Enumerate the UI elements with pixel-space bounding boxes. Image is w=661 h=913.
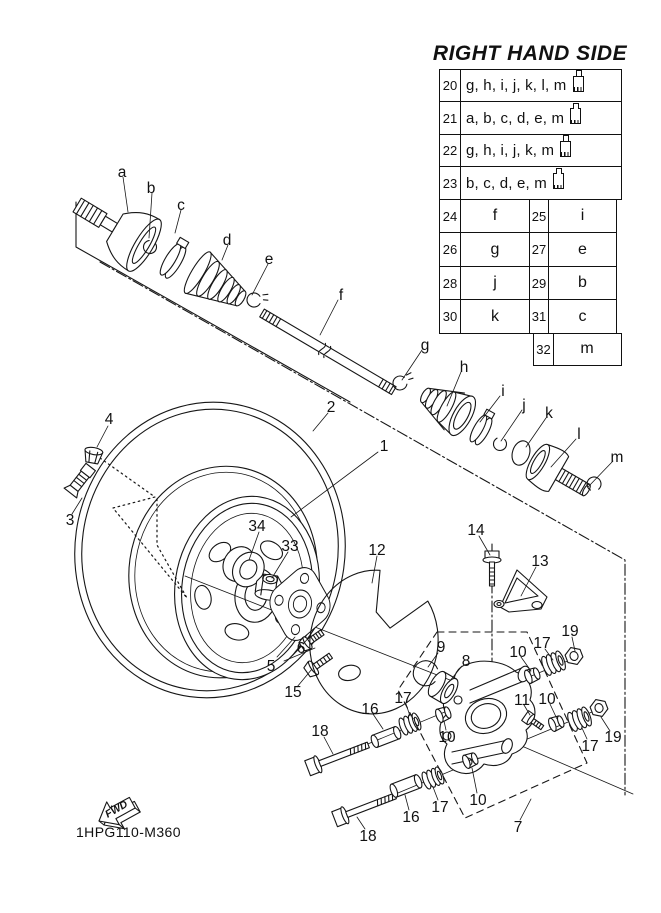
row-letter: k (460, 299, 530, 334)
callout-l: l (577, 426, 581, 443)
part-17-collar (566, 706, 594, 733)
callout-18: 18 (311, 723, 329, 740)
callout-a: a (117, 164, 127, 181)
callout-g: g (420, 337, 430, 354)
callout-8: 8 (461, 653, 471, 670)
row-number: 21 (439, 101, 462, 135)
callout-19: 19 (561, 623, 579, 640)
callout-13: 13 (531, 553, 549, 570)
part-16-sleeve (370, 726, 403, 749)
part-l-inner-cv-joint (521, 439, 600, 510)
callout-e: e (264, 251, 274, 268)
row-number: 26 (439, 232, 462, 267)
drawing-code: 1HPG110-M360 (76, 824, 181, 840)
callout-4: 4 (104, 411, 114, 428)
callout-17: 17 (431, 799, 449, 816)
row-letter: m (553, 333, 622, 366)
part-e-boot-clamp-small (244, 286, 270, 312)
callout-16: 16 (402, 809, 420, 826)
part-4-wheel-nut (83, 446, 103, 464)
grease-tube-icon (553, 173, 564, 189)
callout-33: 33 (281, 538, 299, 555)
row-letters: g, h, i, j, k, m (460, 134, 622, 168)
callout-2: 2 (326, 399, 336, 416)
callout-15: 15 (284, 684, 302, 701)
row-number: 28 (439, 266, 462, 301)
callout-3: 3 (65, 512, 75, 529)
callout-k: k (545, 405, 553, 422)
callout-m: m (610, 449, 624, 466)
row-number: 20 (439, 69, 462, 103)
callout-10: 10 (469, 792, 487, 809)
part-j-ring (491, 435, 509, 453)
callout-1: 1 (379, 438, 389, 455)
part-c-boot-clamp (157, 236, 192, 280)
part-18-pivot-bolt (304, 737, 371, 777)
callout-10: 10 (509, 644, 527, 661)
part-13-bracket (494, 570, 547, 612)
table-row (440, 134, 623, 168)
grease-tube-icon (573, 76, 584, 92)
callout-34: 34 (248, 518, 266, 535)
part-19-nut (588, 697, 609, 720)
callout-9: 9 (436, 639, 446, 656)
row-letter: c (548, 299, 617, 334)
callout-10: 10 (538, 691, 556, 708)
row-number: 31 (529, 299, 550, 334)
page-title: RIGHT HAND SIDE (432, 42, 628, 65)
callout-17: 17 (394, 690, 412, 707)
row-letter: i (548, 199, 617, 234)
table-row (440, 333, 623, 366)
row-letters: b, c, d, e, m (460, 166, 622, 200)
part-h-inner-cv-boot (412, 374, 481, 439)
row-letter: f (460, 199, 530, 234)
row-number: 29 (529, 266, 550, 301)
callout-i: i (501, 383, 505, 400)
callout-10: 10 (438, 729, 456, 746)
table-row (440, 232, 623, 267)
callout-j: j (522, 397, 526, 414)
table-row (440, 299, 623, 334)
callout-f: f (338, 287, 344, 304)
part-14-bolt (483, 551, 501, 586)
row-number: 30 (439, 299, 462, 334)
callout-11: 11 (513, 692, 531, 709)
table-row (440, 199, 623, 234)
part-17-collar (420, 766, 445, 790)
callout-b: b (146, 180, 156, 197)
callout-16: 16 (361, 701, 379, 718)
row-number: 22 (439, 134, 462, 168)
row-number: 24 (439, 199, 462, 234)
grease-reference-table (440, 70, 623, 366)
fwd-label: FWD (103, 798, 130, 821)
row-number: 23 (439, 166, 462, 200)
callout-19: 19 (604, 729, 622, 746)
part-16-sleeve (389, 774, 424, 799)
row-number: 27 (529, 232, 550, 267)
part-g-boot-clamp-small (392, 370, 414, 392)
grease-tube-icon (570, 108, 581, 124)
part-d-outer-cv-boot (180, 249, 256, 321)
part-18-pivot-bolt (331, 788, 398, 828)
table-row (440, 166, 623, 200)
callout-17: 17 (581, 738, 599, 755)
row-letter: b (548, 266, 617, 301)
callout-14: 14 (467, 522, 485, 539)
row-letter: e (548, 232, 617, 267)
callout-17: 17 (533, 635, 551, 652)
row-number: 25 (529, 199, 550, 234)
callout-6: 6 (296, 640, 306, 657)
row-number: 32 (533, 333, 554, 366)
row-letters: a, b, c, d, e, m (460, 101, 622, 135)
part-f-axle-shaft (258, 308, 396, 397)
table-row (440, 101, 623, 135)
part-17-collar (540, 650, 568, 677)
row-letter: j (460, 266, 530, 301)
callout-c: c (177, 197, 185, 214)
table-row (440, 69, 623, 103)
callout-7: 7 (513, 819, 523, 836)
row-letter: g (460, 232, 530, 267)
table-spacer (440, 333, 535, 366)
callout-12: 12 (368, 542, 386, 559)
row-letters: g, h, i, j, k, l, m (460, 69, 622, 103)
table-row (440, 266, 623, 301)
grease-tube-icon (560, 141, 571, 157)
callout-d: d (222, 232, 232, 249)
callout-5: 5 (266, 658, 276, 675)
callout-h: h (459, 359, 469, 376)
callout-18: 18 (359, 828, 377, 845)
